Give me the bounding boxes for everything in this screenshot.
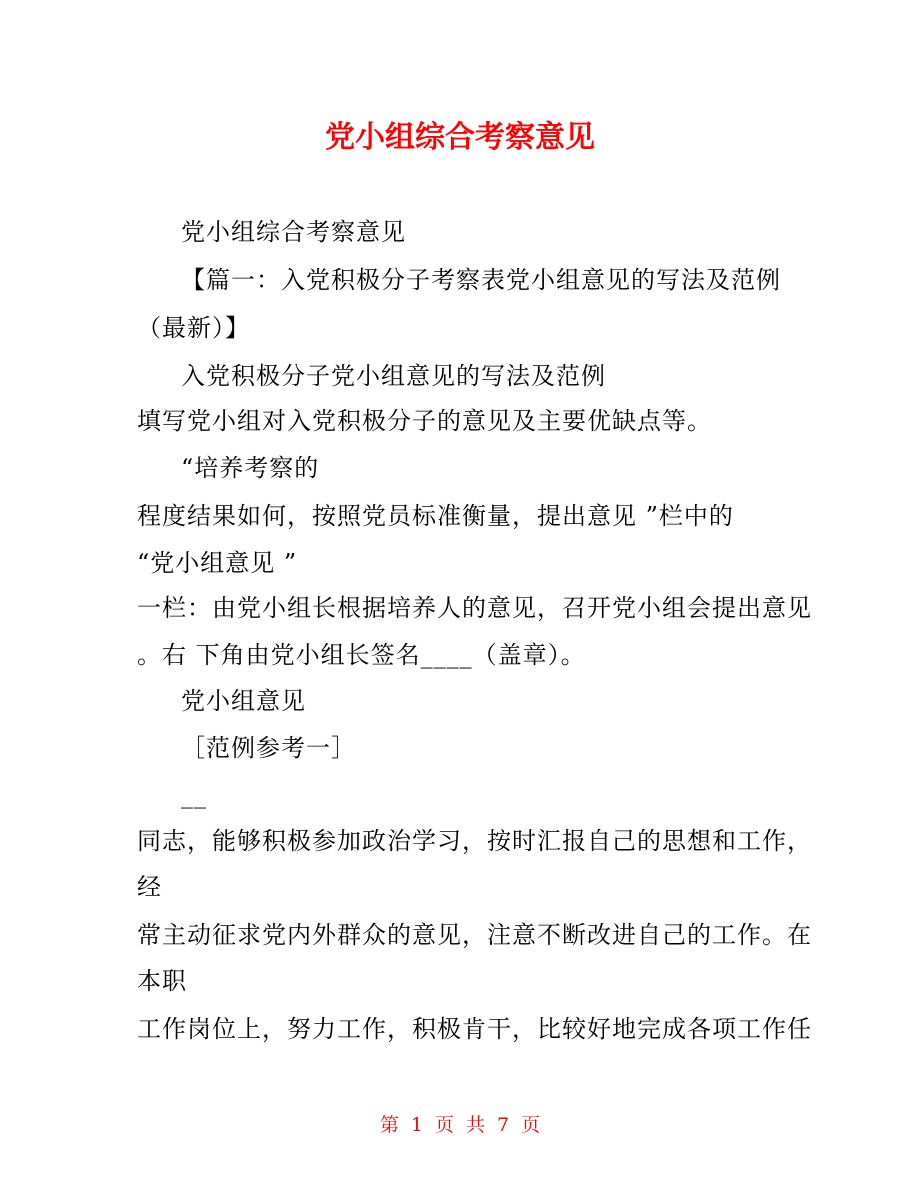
page-footer: 第 1 页 共 7 页 bbox=[379, 1114, 541, 1136]
body-line: 同志，能够积极参加政治学习，按时汇报自己的思想和工作， bbox=[137, 827, 812, 855]
body-line: 经 bbox=[137, 873, 162, 901]
page-title: 党小组综合考察意见 bbox=[325, 120, 595, 155]
body-line: 党小组意见 bbox=[181, 687, 306, 715]
body-line: __ bbox=[181, 781, 207, 809]
body-line: 填写党小组对入党积极分子的意见及主要优缺点等。 bbox=[137, 407, 712, 435]
body-line: “培养考察的 bbox=[181, 454, 320, 482]
body-line: 【篇一：入党积极分子考察表党小组意见的写法及范例 bbox=[181, 266, 781, 294]
body-line: 本职 bbox=[137, 967, 187, 995]
body-line: （最新）】 bbox=[137, 314, 250, 342]
body-line: 一栏：由党小组长根据培养人的意见，召开党小组会提出意见 bbox=[137, 594, 812, 622]
body-line: “党小组意见 ” bbox=[137, 549, 298, 577]
body-line: ［范例参考一］ bbox=[181, 734, 356, 762]
body-line: 。右 下角由党小组长签名____（盖章）。 bbox=[137, 641, 586, 669]
body-line: 入党积极分子党小组意见的写法及范例 bbox=[181, 362, 606, 390]
body-line: 党小组综合考察意见 bbox=[181, 218, 406, 246]
body-line: 程度结果如何，按照党员标准衡量，提出意见 ”栏中的 bbox=[137, 502, 734, 530]
body-line: 常主动征求党内外群众的意见，注意不断改进自己的工作。在 bbox=[137, 921, 812, 949]
body-line: 工作岗位上，努力工作，积极肯干，比较好地完成各项工作任 bbox=[137, 1015, 812, 1043]
